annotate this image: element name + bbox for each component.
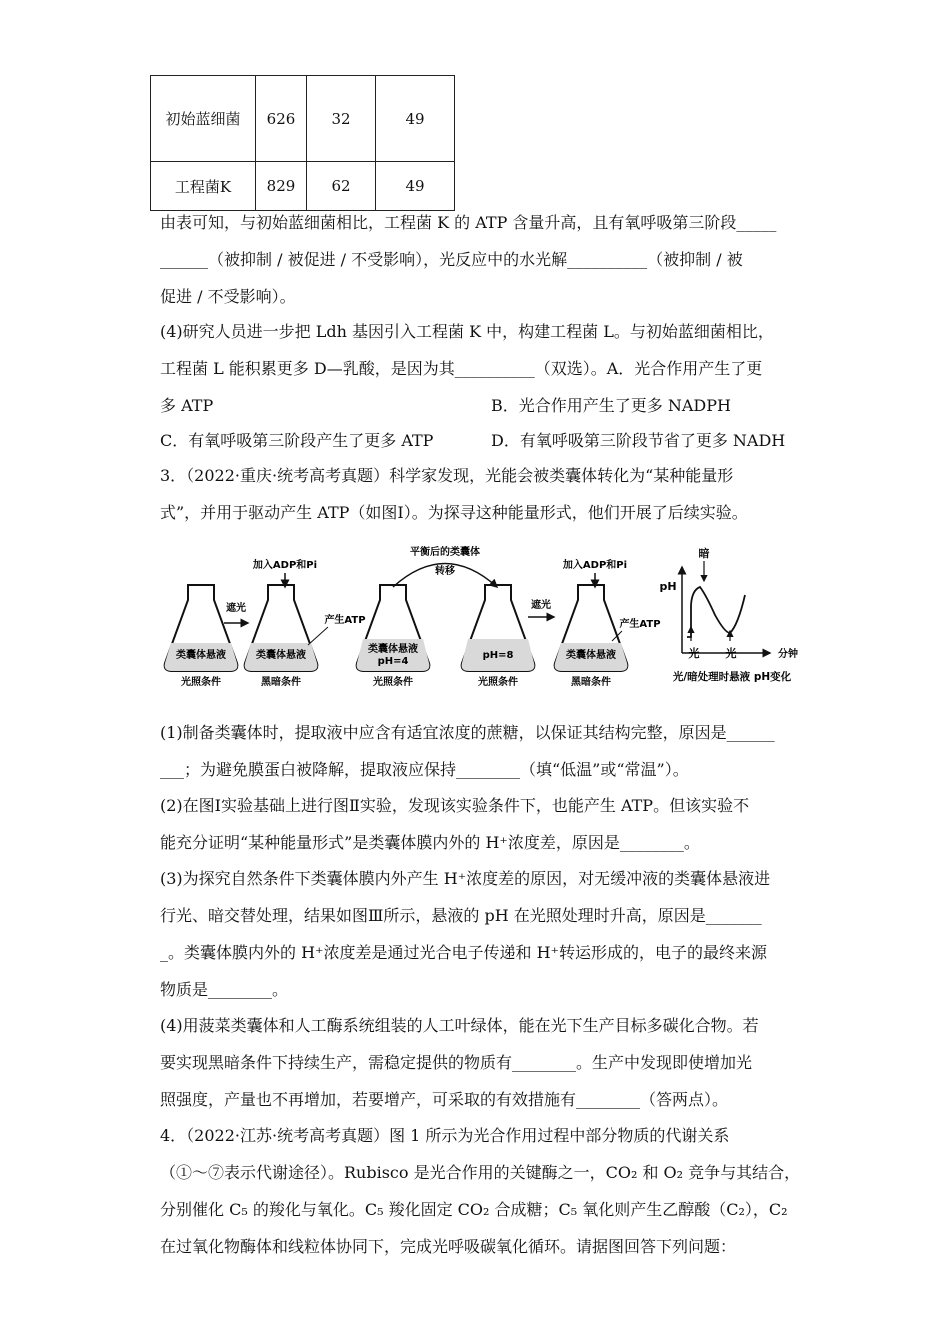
option-c: C．有氧呼吸第三阶段产生了更多 ATP bbox=[160, 431, 434, 450]
table-cell: 工程菌K bbox=[151, 162, 256, 211]
text-line: 要实现黑暗条件下持续生产，需稳定提供的物质有________。生产中发现即使增加光 bbox=[160, 1053, 753, 1072]
question-heading: 4．（2022·江苏·统考高考真题）图 1 所示为光合作用过程中部分物质的代谢关系 bbox=[160, 1126, 730, 1145]
text-line: 行光、暗交替处理，结果如图Ⅲ所示，悬液的 pH 在光照处理时升高，原因是_______ bbox=[160, 906, 762, 925]
table-cell: 49 bbox=[376, 162, 455, 211]
flask-label: 类囊体悬液 bbox=[256, 650, 306, 661]
table-cell: 626 bbox=[256, 76, 307, 162]
condition-label: 黑暗条件 bbox=[261, 677, 301, 688]
condition-label: 光照条件 bbox=[478, 677, 518, 688]
ph-label: pH=4 bbox=[377, 656, 409, 667]
y-axis-label: pH bbox=[659, 580, 677, 593]
dark-label: 暗 bbox=[698, 547, 710, 560]
table-cell: 初始蓝细菌 bbox=[151, 76, 256, 162]
shade-label: 遮光 bbox=[531, 600, 551, 611]
table-cell: 62 bbox=[307, 162, 376, 211]
text-line: (2)在图Ⅰ实验基础上进行图Ⅱ实验，发现该实验条件下，也能产生 ATP。但该实验不 bbox=[160, 796, 750, 815]
figure-caption: 光/暗处理时悬液 pH变化 bbox=[672, 671, 792, 683]
produce-atp-label: 产生ATP bbox=[619, 619, 661, 630]
table-cell: 32 bbox=[307, 76, 376, 162]
text-line: (4)用菠菜类囊体和人工酶系统组装的人工叶绿体，能在光下生产目标多碳化合物。若 bbox=[160, 1016, 759, 1035]
figure-1 bbox=[165, 558, 366, 688]
flask-label: 类囊体悬液 bbox=[176, 650, 226, 661]
option-d: D．有氧呼吸第三阶段节省了更多 NADH bbox=[491, 431, 786, 450]
experiment-figure bbox=[160, 545, 810, 695]
light-label: 光 bbox=[725, 647, 737, 660]
table-row bbox=[151, 162, 455, 211]
option-b: B．光合作用产生了更多 NADPH bbox=[491, 396, 731, 415]
text-line: (3)为探究自然条件下类囊体膜内外产生 H⁺浓度差的原因，对无缓冲液的类囊体悬液进 bbox=[160, 869, 771, 888]
ph-label: pH=8 bbox=[482, 650, 514, 661]
transfer-label: 平衡后的类囊体 bbox=[410, 547, 480, 558]
table-cell: 829 bbox=[256, 162, 307, 211]
text-line: 由表可知，与初始蓝细菌相比，工程菌 K 的 ATP 含量升高，且有氧呼吸第三阶段_____ bbox=[160, 213, 777, 232]
transfer-label: 转移 bbox=[435, 566, 455, 577]
question-heading: 3．（2022·重庆·统考高考真题）科学家发现，光能会被类囊体转化为“某种能量形 bbox=[160, 466, 734, 485]
text-line: 物质是________。 bbox=[160, 980, 289, 999]
add-adp-label: 加入ADP和Pi bbox=[252, 560, 318, 571]
shade-label: 遮光 bbox=[226, 603, 246, 614]
condition-label: 光照条件 bbox=[181, 677, 221, 688]
pointer-line bbox=[612, 631, 622, 641]
text-line: 照强度，产量也不再增加，若要增产，可采取的有效措施有________（答两点）。 bbox=[160, 1090, 729, 1109]
ph-curve bbox=[687, 587, 745, 637]
text-line: (4)研究人员进一步把 Ldh 基因引入工程菌 K 中，构建工程菌 L。与初始蓝细菌相比， bbox=[160, 322, 774, 341]
x-axis-label: 分钟 bbox=[778, 649, 798, 660]
text-line: 工程菌 L 能积累更多 D—乳酸，是因为其__________（双选）。A．光合作用产生了更 bbox=[160, 359, 763, 378]
text-line: 能充分证明“某种能量形式”是类囊体膜内外的 H⁺浓度差，原因是________。 bbox=[160, 833, 700, 852]
text-line: ______（被抑制 / 被促进 / 不受影响），光反应中的水光解__________（被抑制 / 被 bbox=[160, 250, 743, 269]
table-cell: 49 bbox=[376, 76, 455, 162]
flask-label: 类囊体悬液 bbox=[368, 644, 418, 655]
text-line: 分别催化 C₅ 的羧化与氧化。C₅ 羧化固定 CO₂ 合成糖；C₅ 氧化则产生乙醇酸（C₂），C₂ bbox=[160, 1200, 788, 1219]
condition-label: 黑暗条件 bbox=[571, 677, 611, 688]
data-table bbox=[150, 75, 455, 211]
text-line: 多 ATP bbox=[160, 396, 214, 415]
pointer-line bbox=[308, 627, 328, 645]
produce-atp-label: 产生ATP bbox=[324, 615, 366, 626]
condition-label: 光照条件 bbox=[373, 677, 413, 688]
text-line: 在过氧化物酶体和线粒体协同下，完成光呼吸碳氧化循环。请据图回答下列问题： bbox=[160, 1237, 737, 1256]
text-line: (1)制备类囊体时，提取液中应含有适宜浓度的蔗糖，以保证其结构完整，原因是______ bbox=[160, 723, 775, 742]
figure-2 bbox=[357, 545, 661, 688]
flask-label: 类囊体悬液 bbox=[566, 650, 616, 661]
table-row bbox=[151, 76, 455, 162]
text-line: _。类囊体膜内外的 H⁺浓度差是通过光合电子传递和 H⁺转运形成的，电子的最终来源 bbox=[160, 943, 767, 962]
figure-3-ph-graph bbox=[659, 546, 798, 683]
text-line: 式”，并用于驱动产生 ATP（如图Ⅰ）。为探寻这种能量形式，他们开展了后续实验。 bbox=[160, 503, 748, 522]
light-label: 光 bbox=[688, 647, 700, 660]
text-line: （①～⑦表示代谢途径）。Rubisco 是光合作用的关键酶之一，CO₂ 和 O₂ 竞争与其结合， bbox=[160, 1163, 801, 1182]
text-line: ___；为避免膜蛋白被降解，提取液应保持________（填“低温”或“常温”）。 bbox=[160, 760, 689, 779]
text-line: 促进 / 不受影响）。 bbox=[160, 287, 296, 306]
add-adp-label: 加入ADP和Pi bbox=[562, 560, 628, 571]
